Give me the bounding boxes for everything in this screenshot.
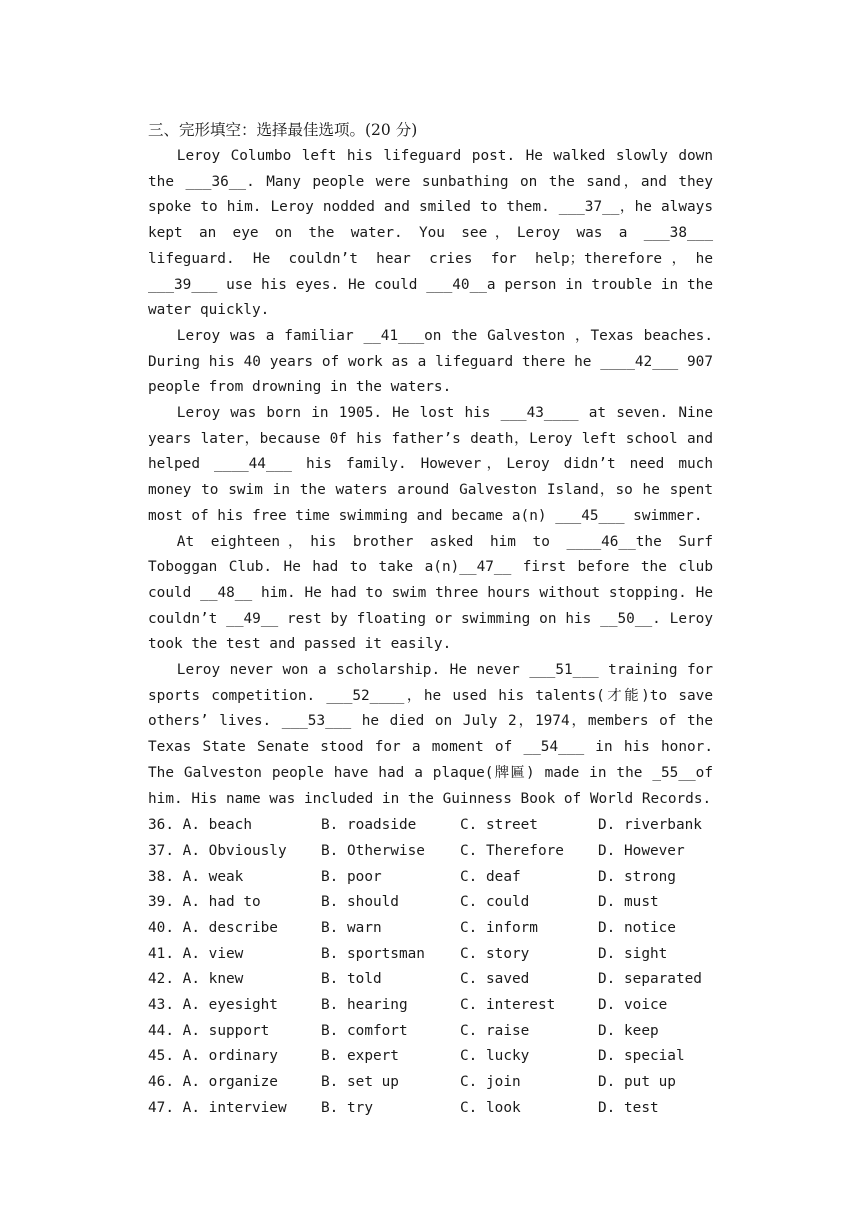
option-row (148, 1018, 713, 1044)
question-38-option-a (148, 869, 321, 885)
option-a: A. support (182, 1022, 270, 1039)
option-a: A. interview (182, 1099, 287, 1116)
option-a: A. beach (182, 817, 252, 834)
option-c: C. story (460, 945, 530, 962)
question-number: 40. (148, 919, 174, 936)
passage-paragraph: At eighteen，his brother asked him to ____46__the Surf Toboggan Club. He had to take a(n)__47__ first before the club could __48__ him. He had to swim three hours without stopping. He couldn’t __49__ rest by floating or swimming on his __50__. Leroy took the test and passed it easily. (148, 533, 713, 653)
question-number: 45. (148, 1048, 174, 1065)
option-row (148, 941, 713, 967)
option-a: A. eyesight (182, 996, 278, 1013)
option-row (148, 889, 713, 915)
option-a: A. Obviously (182, 842, 287, 859)
question-40-option-a (148, 920, 321, 936)
option-d: D. test (598, 1099, 659, 1116)
option-c: C. interest (460, 996, 556, 1013)
option-d: D. must (598, 894, 659, 911)
option-row (148, 838, 713, 864)
passage-paragraph: Leroy never won a scholarship. He never ___51___ training for sports competition. ___52____，he used his talents(才能)to save others’ lives. ___53___ he died on July 2，1974，members of the Texas State Senate stood for a moment of __54___ in his honor. The Galveston people have had a plaque(牌匾) made in the _55__of him. His name was included in the Guinness Book of World Records. (148, 662, 713, 807)
option-a: A. weak (182, 868, 244, 885)
option-c: C. Therefore (460, 842, 564, 859)
option-row (148, 812, 713, 838)
question-41-option-a (148, 946, 321, 962)
option-row (148, 966, 713, 992)
question-number: 42. (148, 971, 174, 988)
option-d: D. riverbank (598, 817, 702, 834)
passage-paragraph: Leroy Columbo left his lifeguard post. He walked slowly down the ___36__. Many people were sunbathing on the sand，and they spoke to him. Leroy nodded and smiled to them. ___37__，he always kept an eye on the water. You see，Leroy was a ___38___ lifeguard. He couldn’t hear cries for help；therefore，he ___39___ use his eyes. He could ___40__a person in trouble in the water quickly. (148, 148, 713, 319)
option-b: B. comfort (321, 1022, 408, 1039)
option-c: C. join (460, 1074, 521, 1090)
question-45-option-a (148, 1048, 321, 1064)
option-c: C. lucky (460, 1048, 530, 1065)
option-d: D. special (598, 1048, 685, 1065)
section-heading: 三、完形填空：选择最佳选项。(20 分) (148, 121, 418, 139)
question-number: 43. (148, 996, 174, 1013)
option-d: D. separated (598, 971, 702, 988)
question-37-option-a (148, 843, 321, 859)
option-b: B. expert (321, 1048, 399, 1065)
option-d: D. keep (598, 1022, 659, 1039)
option-c: C. deaf (460, 868, 521, 885)
option-row (148, 1043, 713, 1069)
question-43-option-a (148, 997, 321, 1013)
option-b: B. told (321, 971, 382, 988)
option-d: D. put up (598, 1074, 676, 1090)
cloze-passage (148, 144, 713, 812)
option-c: C. inform (460, 919, 538, 936)
option-c: C. raise (460, 1022, 530, 1039)
option-b: B. roadside (321, 817, 417, 834)
question-36-option-a (148, 817, 321, 833)
option-d: D. However (598, 842, 685, 859)
question-number: 39. (148, 894, 174, 911)
passage-paragraph: Leroy was a familiar __41___on the Galveston ，Texas beaches. During his 40 years of work as a lifeguard there he ____42___ 907 people from drowning in the waters. (148, 327, 713, 396)
question-number: 46. (148, 1074, 174, 1090)
option-b: B. warn (321, 919, 382, 936)
option-b: B. try (321, 1099, 373, 1116)
option-a: A. ordinary (182, 1048, 278, 1065)
option-b: B. sportsman (321, 945, 425, 962)
options-list (148, 812, 713, 1120)
question-number: 38. (148, 868, 174, 885)
option-d: D. notice (598, 919, 676, 936)
option-d: D. voice (598, 996, 668, 1013)
option-row (148, 915, 713, 941)
option-row (148, 1069, 713, 1095)
question-number: 44. (148, 1022, 174, 1039)
question-39-option-a (148, 894, 321, 910)
option-row (148, 992, 713, 1018)
option-row (148, 1095, 713, 1121)
option-b: B. set up (321, 1074, 399, 1090)
question-47-option-a (148, 1100, 321, 1116)
cloze-section (148, 118, 713, 1121)
question-46-option-a (148, 1074, 321, 1090)
option-b: B. Otherwise (321, 842, 425, 859)
passage-paragraph: Leroy was born in 1905. He lost his ___43____ at seven. Nine years later，because 0f his father’s death，Leroy left school and helped ____44___ his family. However，Leroy didn’t need much money to swim in the waters around Galveston Island，so he spent most of his free time swimming and became a(n) ___45___ swimmer. (148, 405, 713, 524)
option-c: C. street (460, 817, 538, 834)
option-d: D. sight (598, 945, 668, 962)
option-a: A. describe (182, 919, 278, 936)
option-d: D. strong (598, 868, 676, 885)
option-c: C. saved (460, 971, 530, 988)
option-a: A. organize (182, 1074, 278, 1090)
question-number: 37. (148, 842, 174, 859)
question-42-option-a (148, 971, 321, 987)
option-c: C. could (460, 894, 530, 911)
question-number: 41. (148, 945, 174, 962)
option-a: A. knew (182, 971, 244, 988)
option-a: A. view (182, 945, 244, 962)
option-b: B. should (321, 894, 399, 911)
question-44-option-a (148, 1023, 321, 1039)
option-b: B. poor (321, 868, 382, 885)
option-b: B. hearing (321, 996, 408, 1013)
option-c: C. look (460, 1099, 521, 1116)
question-number: 47. (148, 1099, 174, 1116)
option-a: A. had to (182, 894, 261, 911)
question-number: 36. (148, 817, 174, 834)
option-row (148, 864, 713, 890)
